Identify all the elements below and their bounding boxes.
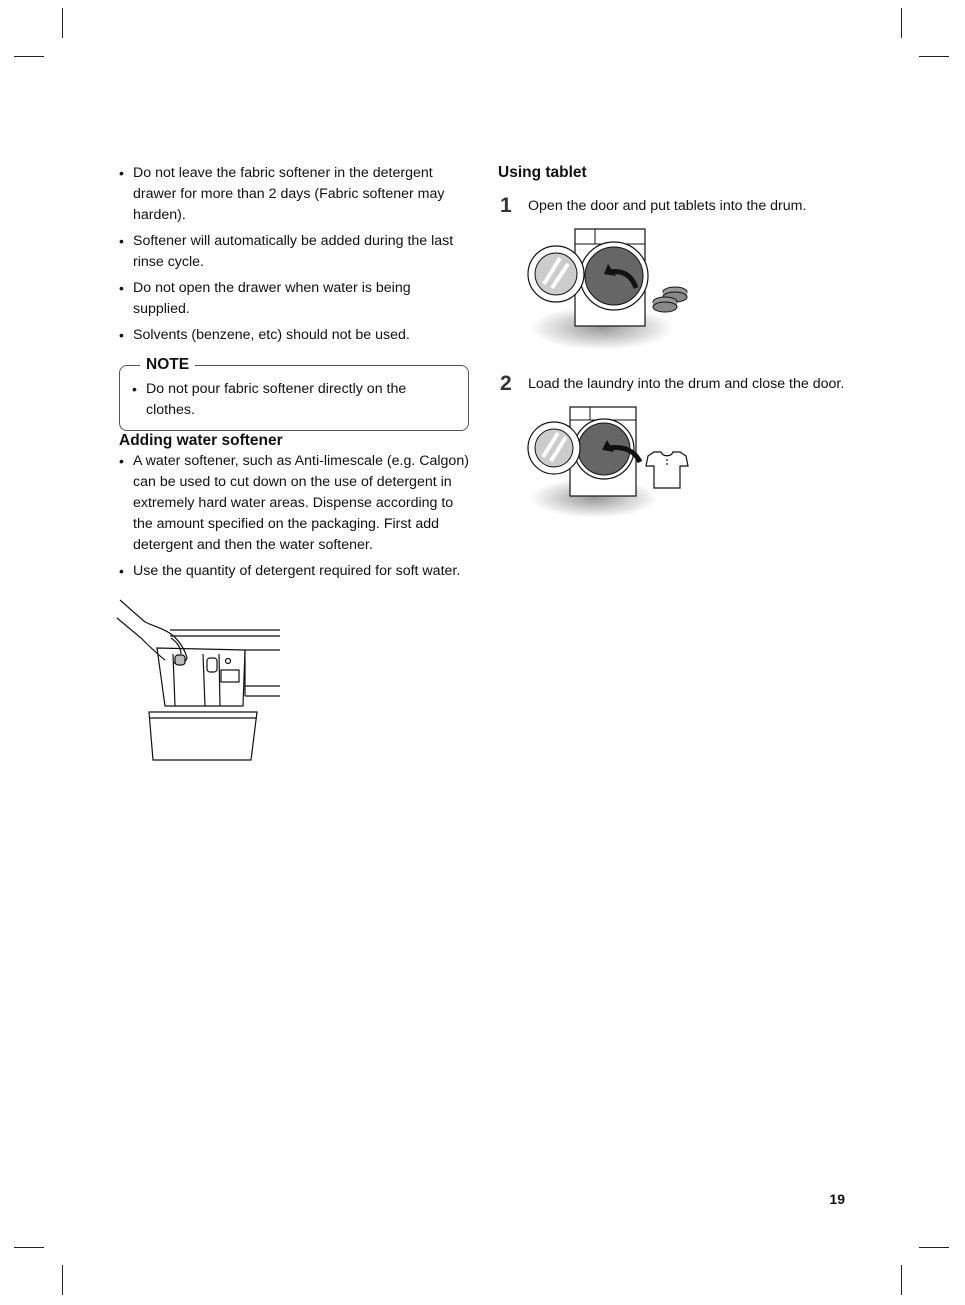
crop-mark [62, 8, 63, 38]
list-item: • Use the quantity of detergent required for soft water. [119, 561, 469, 582]
crop-mark [62, 1265, 63, 1295]
washer-shirt-illustration [524, 404, 694, 522]
crop-mark [14, 1247, 44, 1248]
step-2 [498, 374, 858, 394]
list-item: • Do not leave the fabric softener in the detergent drawer for more than 2 days (Fabric softener may harden). [119, 163, 469, 226]
detergent-drawer-illustration [115, 598, 285, 763]
note-item: • Do not pour fabric softener directly on the clothes. [132, 379, 456, 421]
softener-bullet-list [119, 163, 469, 346]
list-item: • Solvents (benzene, etc) should not be used. [119, 325, 469, 346]
page-number: 19 [829, 1191, 845, 1207]
note-box [119, 356, 469, 431]
list-item: • Do not open the drawer when water is being supplied. [119, 278, 469, 320]
crop-mark [901, 8, 902, 38]
step-number: 1 [500, 194, 512, 217]
using-tablet-heading: Using tablet [498, 164, 587, 181]
washer-tablets-illustration [524, 226, 694, 354]
crop-mark [919, 56, 949, 57]
left-column [119, 163, 469, 587]
crop-mark [919, 1247, 949, 1248]
water-softener-heading: Adding water softener [119, 432, 283, 449]
step-text: Load the laundry into the drum and close the door. [528, 376, 845, 392]
crop-mark [14, 56, 44, 57]
step-text: Open the door and put tablets into the drum. [528, 198, 807, 214]
list-item: • Softener will automatically be added during the last rinse cycle. [119, 231, 469, 273]
step-number: 2 [500, 372, 512, 395]
water-softener-bullet-list [119, 451, 469, 582]
crop-mark [901, 1265, 902, 1295]
step-1 [498, 196, 858, 216]
note-title: NOTE [140, 355, 195, 375]
list-item: • A water softener, such as Anti-limescale (e.g. Calgon) can be used to cut down on the use of detergent in extremely hard water areas. Dispense according to the amount specified on the packaging. First add detergent and then the water softener. [119, 451, 469, 556]
